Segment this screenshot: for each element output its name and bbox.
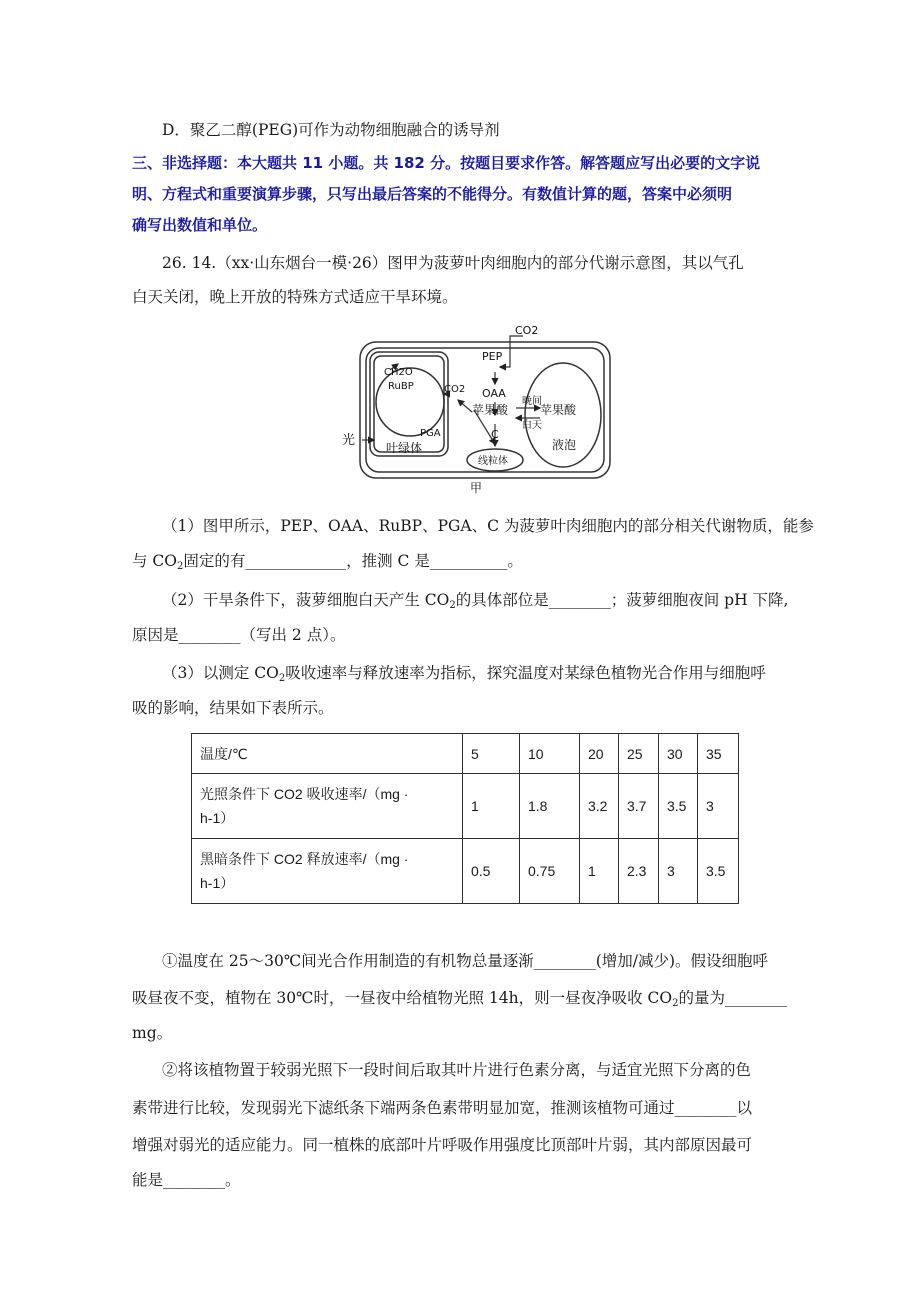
row2-cell: 1 bbox=[580, 839, 619, 904]
q1-pre: 吸昼夜不变，植物在 30℃时，一昼夜中给植物光照 14h，则一昼夜净吸收 CO bbox=[132, 989, 673, 1007]
p1-pre: 与 CO bbox=[132, 552, 177, 570]
option-d: D．聚乙二醇(PEG)可作为动物细胞融合的诱导剂 bbox=[162, 121, 500, 139]
row2-cell: 3.5 bbox=[698, 839, 739, 904]
temp-cell: 20 bbox=[580, 734, 619, 774]
q1-post: 的量为________ bbox=[678, 989, 788, 1007]
temp-cell: 10 bbox=[520, 734, 580, 774]
label-oaa: OAA bbox=[482, 387, 506, 400]
label-co2: CO2 bbox=[515, 324, 539, 337]
row1-cell: 1 bbox=[463, 774, 520, 839]
calvin-cycle bbox=[376, 368, 444, 436]
label-pep: PEP bbox=[482, 350, 503, 363]
subq2-line-3: 增强对弱光的适应能力。同一植株的底部叶片呼吸作用强度比顶部叶片弱，其内部原因最可 bbox=[132, 1136, 753, 1154]
row1-label-a: 光照条件下 CO2 吸收速率/（mg · bbox=[200, 786, 409, 802]
label-night: 晚间 bbox=[522, 396, 542, 407]
label-rubp: RuBP bbox=[388, 381, 414, 392]
row2-cell: 0.75 bbox=[520, 839, 580, 904]
label-malic-left: 苹果酸 bbox=[472, 403, 509, 417]
p3-post: 吸收速率与释放速率为指标，探究温度对某绿色植物光合作用与细胞呼 bbox=[285, 664, 766, 682]
row1-label bbox=[192, 774, 463, 839]
row2-cell: 2.3 bbox=[619, 839, 659, 904]
section3-heading-3: 确写出数值和单位。 bbox=[132, 216, 268, 234]
row1-cell: 3 bbox=[698, 774, 739, 839]
data-table bbox=[191, 733, 739, 904]
row2-cell: 0.5 bbox=[463, 839, 520, 904]
temp-cell: 30 bbox=[659, 734, 698, 774]
row1-cell: 3.5 bbox=[659, 774, 698, 839]
section3-heading-2: 明、方程式和重要演算步骤，只写出最后答案的不能得分。有数值计算的题，答案中必须明 bbox=[132, 185, 733, 203]
row2-label-b: h-1） bbox=[200, 875, 235, 891]
part2-line-2: 原因是________（写出 2 点）。 bbox=[132, 626, 346, 644]
p3-sub: 2 bbox=[278, 673, 286, 684]
p1-sub: 2 bbox=[177, 561, 184, 572]
part3-line-1 bbox=[162, 663, 766, 689]
row2-label bbox=[192, 839, 463, 904]
p1-post: 固定的有_____________，推测 C 是__________。 bbox=[183, 552, 523, 570]
part1-line-2 bbox=[132, 551, 523, 577]
label-chloroplast: 叶绿体 bbox=[386, 441, 423, 455]
label-pga: PGA bbox=[420, 428, 441, 439]
subq1-line-3: mg。 bbox=[132, 1024, 173, 1042]
row2-cell: 3 bbox=[659, 839, 698, 904]
label-mito: 线粒体 bbox=[478, 456, 508, 467]
p2-pre: （2）干旱条件下，菠萝细胞白天产生 CO bbox=[162, 591, 450, 609]
label-ch2o: CH2O bbox=[384, 367, 413, 378]
table-row bbox=[192, 774, 739, 839]
row1-cell: 3.2 bbox=[580, 774, 619, 839]
label-day: 白天 bbox=[522, 420, 542, 431]
label-co2-inner: CO2 bbox=[444, 384, 466, 395]
p2-post: 的具体部位是________；菠萝细胞夜间 pH 下降, bbox=[455, 591, 789, 609]
table-row bbox=[192, 839, 739, 904]
table-header-label: 温度/℃ bbox=[192, 734, 463, 774]
q26-stem-2: 白天关闭，晚上开放的特殊方式适应干旱环境。 bbox=[132, 288, 458, 306]
row1-cell: 3.7 bbox=[619, 774, 659, 839]
row2-label-a: 黑暗条件下 CO2 释放速率/（mg · bbox=[200, 851, 409, 867]
metabolism-diagram bbox=[340, 322, 612, 496]
row1-cell: 1.8 bbox=[520, 774, 580, 839]
p3-pre: （3）以测定 CO bbox=[162, 664, 279, 682]
temp-cell: 5 bbox=[463, 734, 520, 774]
part1-line-1: （1）图甲所示，PEP、OAA、RuBP、PGA、C 为菠萝叶肉细胞内的部分相关代谢物质，能参 bbox=[162, 517, 814, 535]
subq2-line-2: 素带进行比较，发现弱光下滤纸条下端两条色素带明显加宽，推测该植物可通过________以 bbox=[132, 1099, 753, 1117]
subq2-line-4: 能是________。 bbox=[132, 1171, 241, 1189]
diagram-caption: 甲 bbox=[470, 481, 483, 495]
table-row bbox=[192, 734, 739, 774]
label-light: 光 bbox=[342, 433, 356, 448]
section3-heading-1: 三、非选择题：本大题共 11 小题。共 182 分。按题目要求作答。解答题应写出必要的文字说 bbox=[132, 154, 761, 172]
subq1-line-1: ①温度在 25～30℃间光合作用制造的有机物总量逐渐________(增加/减少)。假设细胞呼 bbox=[162, 952, 769, 970]
subq2-line-1: ②将该植物置于较弱光照下一段时间后取其叶片进行色素分离，与适宜光照下分离的色 bbox=[162, 1061, 752, 1079]
row1-label-b: h-1） bbox=[200, 810, 235, 826]
temp-cell: 35 bbox=[698, 734, 739, 774]
q26-stem-1: 26. 14.（xx·山东烟台一模·26）图甲为菠萝叶肉细胞内的部分代谢示意图，其以气孔 bbox=[162, 254, 744, 272]
q1-sub: 2 bbox=[672, 998, 679, 1009]
subq1-line-2 bbox=[132, 988, 787, 1014]
label-vacuole: 液泡 bbox=[552, 438, 577, 452]
label-c: C bbox=[491, 428, 499, 441]
temp-cell: 25 bbox=[619, 734, 659, 774]
label-malic-right: 苹果酸 bbox=[540, 403, 577, 417]
part2-line-1 bbox=[162, 590, 788, 616]
p2-sub: 2 bbox=[449, 600, 456, 611]
part3-line-2: 吸的影响，结果如下表所示。 bbox=[132, 699, 334, 717]
